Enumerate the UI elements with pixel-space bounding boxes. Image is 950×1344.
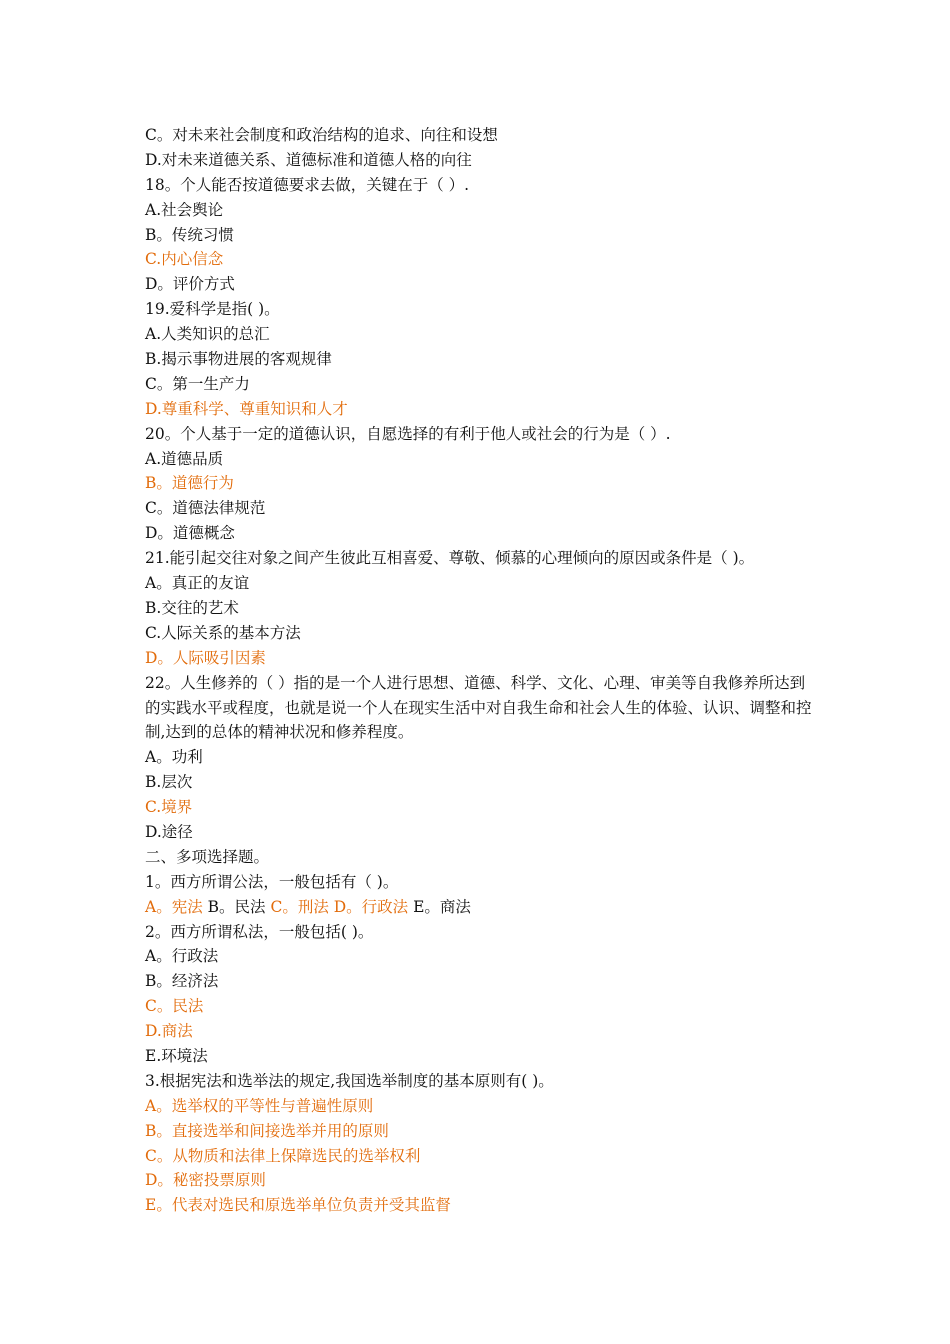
- text-line: A。行政法: [145, 947, 219, 966]
- text-line: 20。个人基于一定的道德认识，自愿选择的有利于他人或社会的行为是（ ）.: [145, 424, 671, 443]
- text-line: A。真正的友谊: [145, 574, 250, 593]
- text-line: 21.能引起交往对象之间产生彼此互相喜爱、尊敬、倾慕的心理倾向的原因或条件是（ )。: [145, 549, 755, 568]
- answer-line: C。从物质和法律上保障选民的选举权利: [145, 1146, 421, 1165]
- text-line: D.途径: [145, 822, 193, 841]
- answer-line: B。道德行为: [145, 474, 234, 493]
- answer-line: B。直接选举和间接选举并用的原则: [145, 1121, 389, 1140]
- answer-line: D。秘密投票原则: [145, 1171, 266, 1190]
- text-line: C。道德法律规范: [145, 499, 266, 518]
- text-line: A。功利: [145, 748, 203, 767]
- question-block-multi2-multi3: [145, 920, 815, 1219]
- multi-question-1-options: [145, 895, 815, 920]
- question-22-text: 22。人生修养的（ ）指的是一个人进行思想、道德、科学、文化、心理、审美等自我修养所达到的实践水平或程度，也就是说一个人在现实生活中对自我生命和社会人生的体验、认识、调整和控制,达到的总体的精神状况和修养程度。: [145, 673, 812, 742]
- text-line: B.揭示事物进展的客观规律: [145, 350, 332, 369]
- answer-line: D.商法: [145, 1022, 193, 1041]
- text-line: C.人际关系的基本方法: [145, 623, 301, 642]
- text-line: B.层次: [145, 773, 193, 792]
- text-line: C。第一生产力: [145, 374, 250, 393]
- text-line: E.环境法: [145, 1047, 208, 1065]
- text-line: B.交往的艺术: [145, 598, 239, 617]
- answer-line: D。人际吸引因素: [145, 648, 266, 667]
- answer-option: C。刑法: [270, 897, 334, 916]
- text-line: A.人类知识的总汇: [145, 325, 270, 344]
- text-line: C。对未来社会制度和政治结构的追求、向往和设想: [145, 126, 498, 144]
- question-block-17-21: [145, 123, 815, 671]
- answer-line: C.境界: [145, 798, 193, 817]
- text-line: 2。西方所谓私法，一般包括( )。: [145, 922, 374, 941]
- option: B。民法: [207, 897, 271, 916]
- text-line: 18。个人能否按道德要求去做，关键在于（ ）.: [145, 175, 470, 194]
- answer-option: A。宪法: [145, 897, 208, 916]
- answer-line: A。选举权的平等性与普遍性原则: [145, 1096, 374, 1115]
- text-line: 二、多项选择题。: [145, 847, 270, 866]
- text-line: 1。西方所谓公法，一般包括有（ )。: [145, 872, 399, 891]
- text-line: B。经济法: [145, 972, 219, 991]
- answer-line: E。代表对选民和原选举单位负责并受其监督: [145, 1196, 451, 1215]
- text-line: D.对未来道德关系、道德标准和道德人格的向往: [145, 150, 472, 169]
- text-line: A.道德品质: [145, 449, 224, 468]
- answer-line: C。民法: [145, 997, 204, 1016]
- text-line: D。评价方式: [145, 275, 235, 294]
- answer-line: C.内心信念: [145, 250, 224, 269]
- text-line: A.社会舆论: [145, 200, 224, 219]
- text-line: D。道德概念: [145, 524, 235, 543]
- answer-line: D.尊重科学、尊重知识和人才: [145, 399, 348, 418]
- text-line: 19.爱科学是指( )。: [145, 300, 280, 319]
- answer-option: D。行政法: [333, 897, 414, 916]
- document-body: [145, 123, 815, 1218]
- question-block-22-multi1: [145, 745, 815, 894]
- text-line: 3.根据宪法和选举法的规定,我国选举制度的基本原则有( )。: [145, 1071, 554, 1090]
- text-line: B。传统习惯: [145, 225, 234, 244]
- option: E。商法: [413, 897, 471, 916]
